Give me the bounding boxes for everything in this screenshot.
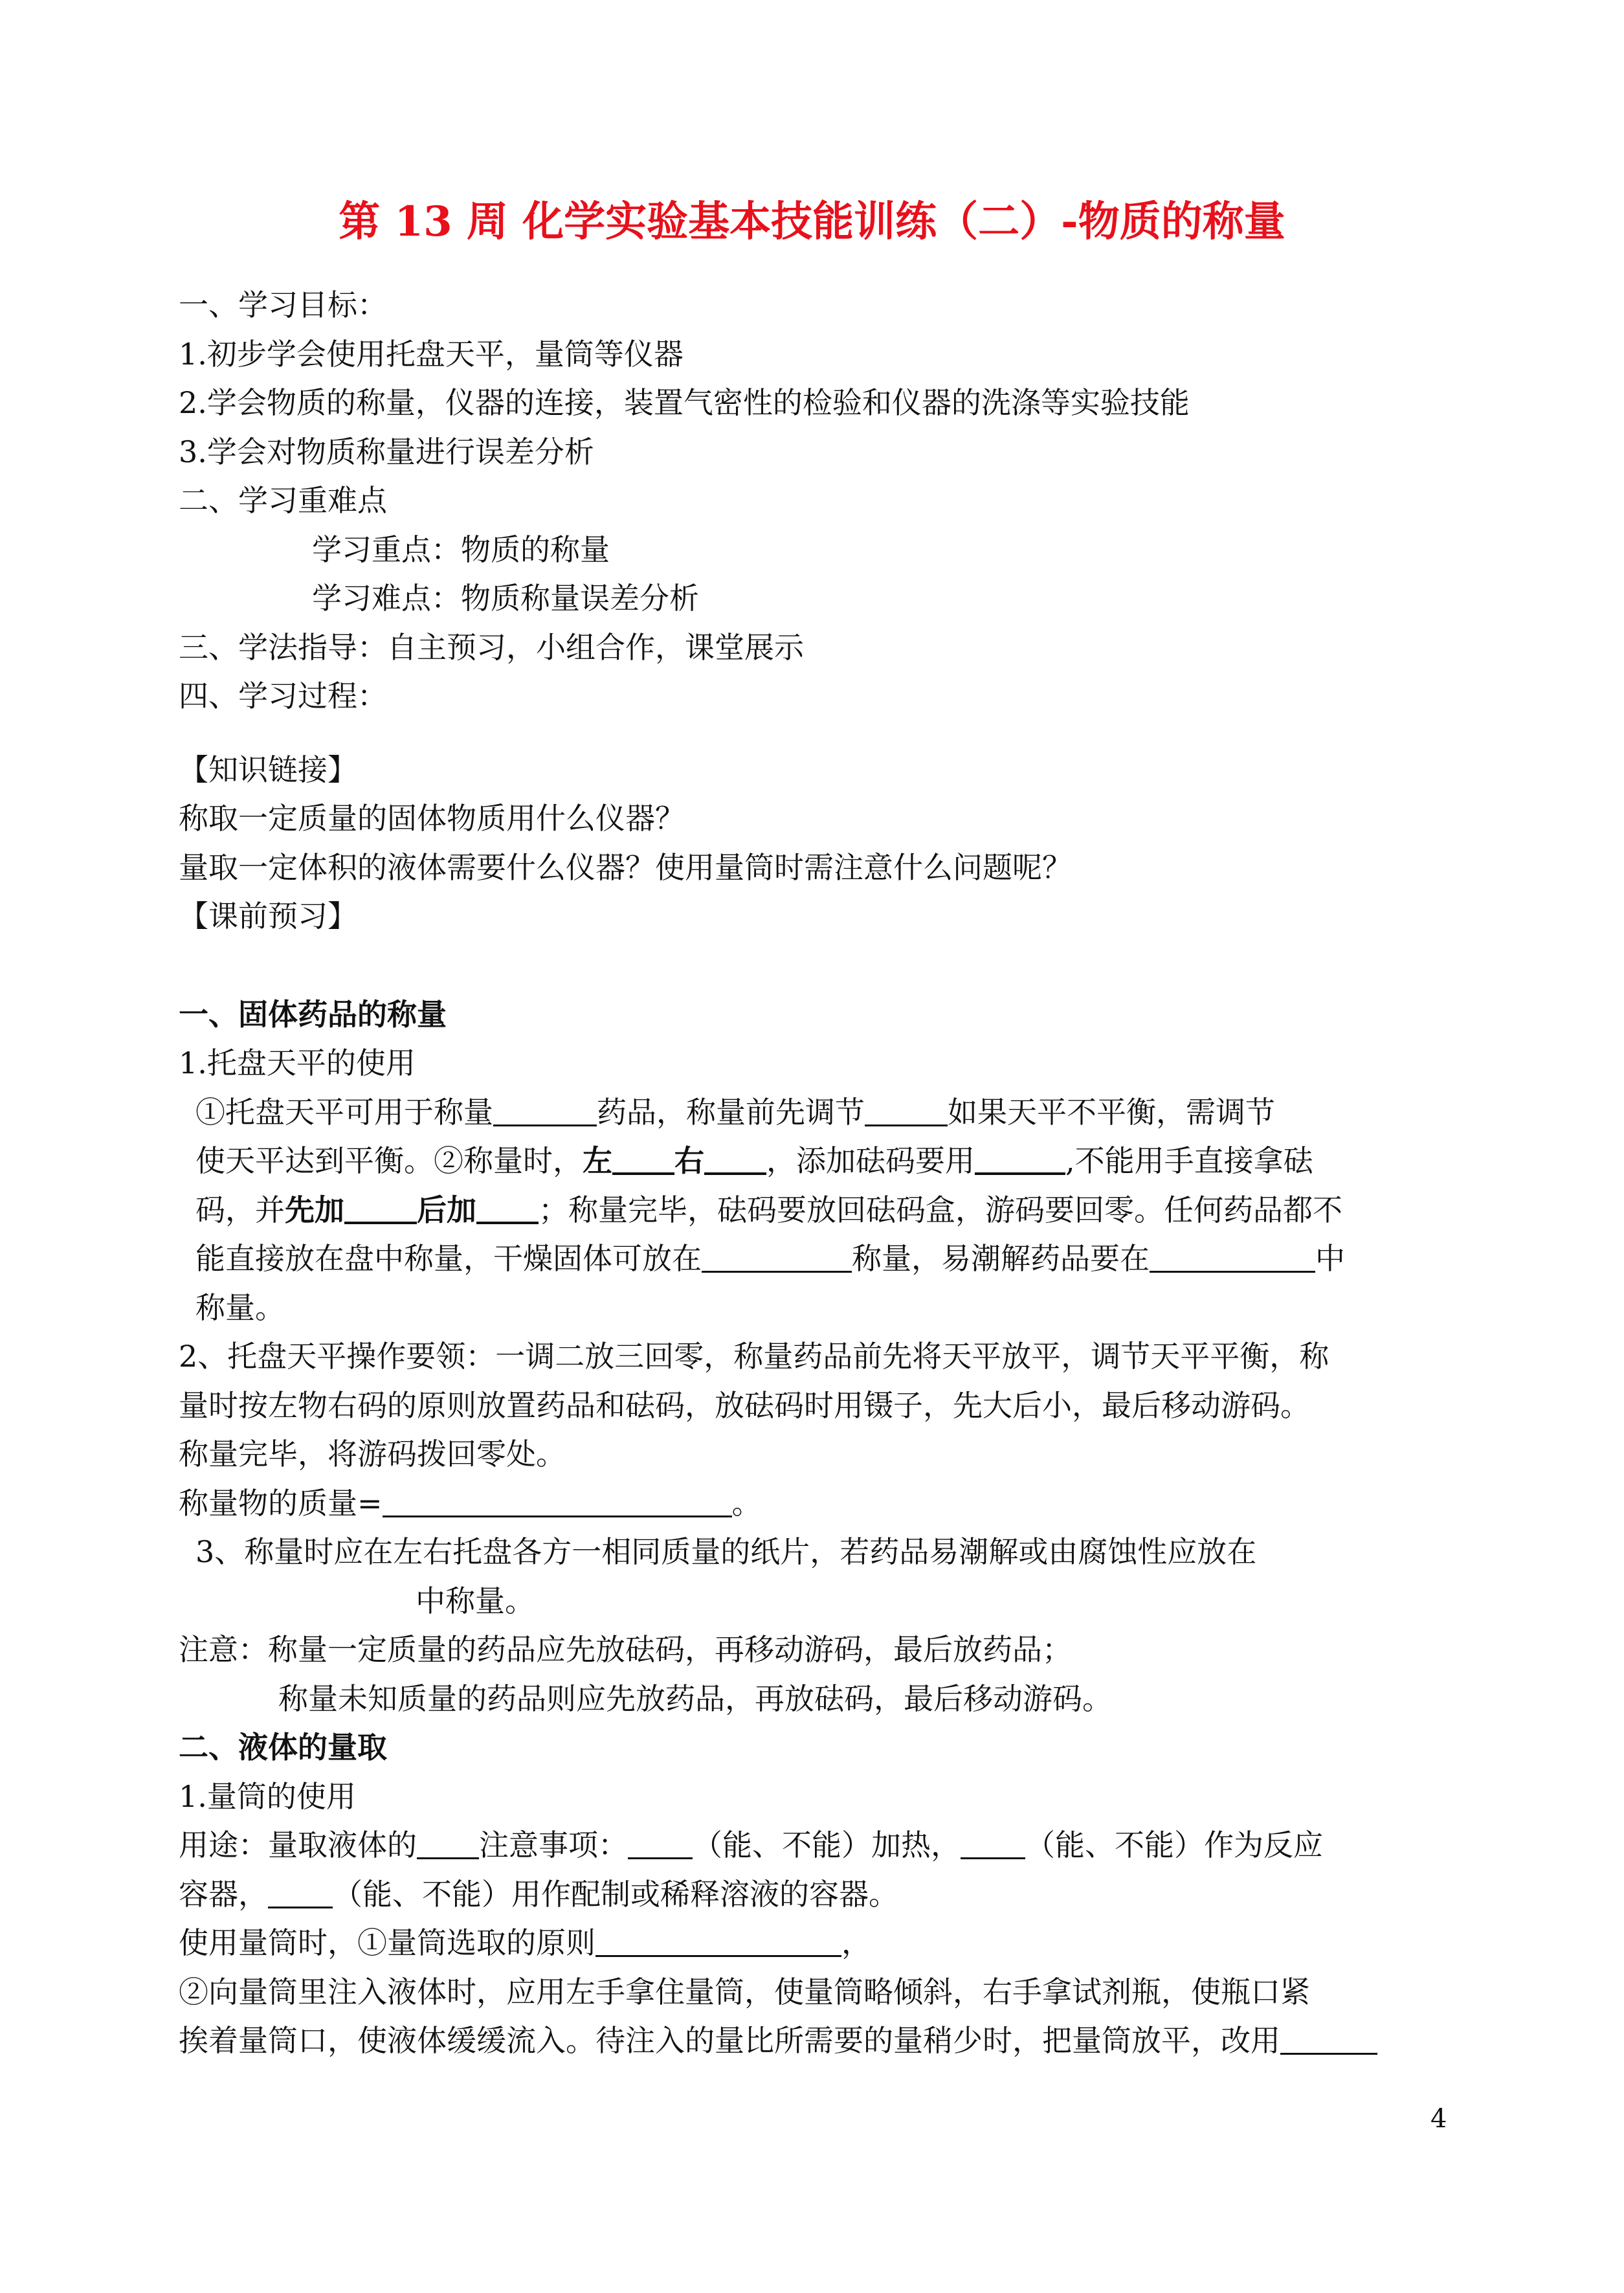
text-segment: ，添加砝码要用: [766, 1143, 975, 1178]
note-line: 注意：称量一定质量的药品应先放砝码，再移动游码，最后放药品；: [179, 1632, 1072, 1667]
fill-blank[interactable]: [383, 1484, 732, 1517]
paragraph-line: 量时按左物右码的原则放置药品和砝码，放砝码时用镊子，先大后小，最后移动游码。: [179, 1387, 1310, 1423]
question-2: 量取一定体积的液体需要什么仪器？使用量筒时需注意什么问题呢？: [179, 849, 1072, 885]
section-liquid-measuring: 二、液体的量取: [179, 1730, 387, 1765]
spacer: [179, 966, 1467, 990]
text-segment: 左: [583, 1143, 612, 1178]
paragraph-line: [179, 1479, 1467, 1528]
page-number: 4: [1430, 2104, 1447, 2134]
document-body: [179, 281, 1467, 2066]
fill-blank[interactable]: [628, 1826, 693, 1859]
page-title: 第 13 周 化学实验基本技能训练（二）-物质的称量: [339, 197, 1285, 246]
paragraph-line: 称量。: [195, 1290, 285, 1325]
key-point: 学习重点：物质的称量: [312, 531, 610, 567]
text-segment: 如果天平不平衡，需调节: [948, 1094, 1275, 1130]
text-segment: 先加: [285, 1192, 344, 1227]
fill-blank[interactable]: [961, 1826, 1025, 1859]
paragraph-line: [179, 1870, 1467, 1919]
text-segment: ，: [841, 1925, 871, 1960]
text-segment: 码，并: [195, 1192, 285, 1227]
preview-heading: 【课前预习】: [179, 899, 357, 934]
section-heading-objectives: 一、学习目标：: [179, 287, 387, 322]
section-solid-weighing: 一、固体药品的称量: [179, 996, 447, 1032]
paragraph-line: 3、称量时应在左右托盘各方一相同质量的纸片，若药品易潮解或由腐蚀性应放在: [195, 1534, 1257, 1569]
text-segment: 容器，: [179, 1876, 268, 1912]
fill-blank[interactable]: [476, 1191, 539, 1224]
text-segment: 中: [1315, 1241, 1345, 1276]
section-heading-method: 三、学法指导：自主预习，小组合作，课堂展示: [179, 629, 804, 665]
fill-blank[interactable]: [702, 1240, 852, 1273]
paragraph-line: [179, 1919, 1467, 1968]
paragraph-line: [179, 1186, 1467, 1235]
text-segment: 使天平达到平衡。②称量时，: [195, 1143, 583, 1178]
text-segment: 称量，易潮解药品要在: [852, 1241, 1150, 1276]
fill-blank[interactable]: [865, 1093, 948, 1126]
objective-3: 3.学会对物质称量进行误差分析: [179, 434, 594, 469]
fill-blank[interactable]: [417, 1826, 479, 1859]
paragraph-line: [179, 2017, 1467, 2066]
text-segment: （能、不能）用作配制或稀释溶液的容器。: [333, 1876, 898, 1912]
subsection-balance-use: 1.托盘天平的使用: [179, 1046, 416, 1080]
fill-blank[interactable]: [344, 1191, 417, 1224]
paragraph-line: [179, 1821, 1467, 1870]
note-line: 称量未知质量的药品则应先放药品，再放砝码，最后移动游码。: [278, 1681, 1112, 1716]
text-segment: 注意事项：: [479, 1828, 628, 1862]
text-segment: （能、不能）加热，: [693, 1828, 961, 1862]
paragraph-line: [179, 1088, 1467, 1137]
paragraph-line: [179, 1235, 1467, 1284]
fill-blank[interactable]: [595, 1924, 841, 1957]
paragraph-line: [179, 1137, 1467, 1186]
text-segment: 药品，称量前先调节: [597, 1094, 865, 1130]
fill-blank[interactable]: [1280, 2022, 1377, 2055]
paragraph-line: ②向量筒里注入液体时，应用左手拿住量筒，使量筒略倾斜，右手拿试剂瓶，使瓶口紧: [179, 1974, 1310, 2009]
spacer: [179, 941, 1467, 966]
objective-2: 2.学会物质的称量，仪器的连接，装置气密性的检验和仪器的洗涤等实验技能: [179, 385, 1190, 420]
text-segment: 使用量筒时，①量筒选取的原则: [179, 1925, 595, 1960]
objective-1: 1.初步学会使用托盘天平，量筒等仪器: [179, 336, 684, 372]
text-segment: 用途：量取液体的: [179, 1828, 417, 1862]
fill-blank[interactable]: [612, 1141, 674, 1175]
text-segment: ,不能用手直接拿砝: [1065, 1143, 1313, 1178]
spacer: [179, 721, 1467, 746]
fill-blank[interactable]: [493, 1093, 597, 1126]
text-segment: 挨着量筒口，使液体缓缓流入。待注入的量比所需要的量稍少时，把量筒放平，改用: [179, 2023, 1280, 2058]
difficult-point: 学习难点：物质称量误差分析: [312, 581, 699, 616]
text-segment: 右: [674, 1143, 704, 1178]
text-segment: ①托盘天平可用于称量: [195, 1094, 493, 1130]
paragraph-line: 称量完毕，将游码拨回零处。: [179, 1437, 566, 1471]
text-segment: （能、不能）作为反应: [1025, 1828, 1323, 1862]
text-segment: 。: [731, 1485, 762, 1521]
question-1: 称取一定质量的固体物质用什么仪器？: [179, 801, 685, 836]
section-heading-process: 四、学习过程：: [179, 678, 387, 713]
balance-operation-tip: 2、托盘天平操作要领：一调二放三回零，称量药品前先将天平放平，调节天平平衡，称: [179, 1339, 1329, 1374]
fill-blank[interactable]: [1150, 1240, 1315, 1273]
fill-blank[interactable]: [975, 1141, 1065, 1175]
text-segment: 称量物的质量=: [179, 1485, 383, 1521]
fill-blank[interactable]: [704, 1141, 766, 1175]
section-heading-key-points: 二、学习重难点: [179, 483, 387, 518]
paragraph-line: 中称量。: [416, 1583, 535, 1618]
knowledge-link-heading: 【知识链接】: [179, 752, 357, 787]
text-segment: 能直接放在盘中称量，干燥固体可放在: [195, 1241, 702, 1276]
text-segment: ；称量完毕，砝码要放回砝码盒，游码要回零。任何药品都不: [539, 1192, 1342, 1227]
fill-blank[interactable]: [268, 1875, 333, 1908]
text-segment: 后加: [417, 1192, 476, 1227]
subsection-cylinder-use: 1.量筒的使用: [179, 1778, 356, 1814]
